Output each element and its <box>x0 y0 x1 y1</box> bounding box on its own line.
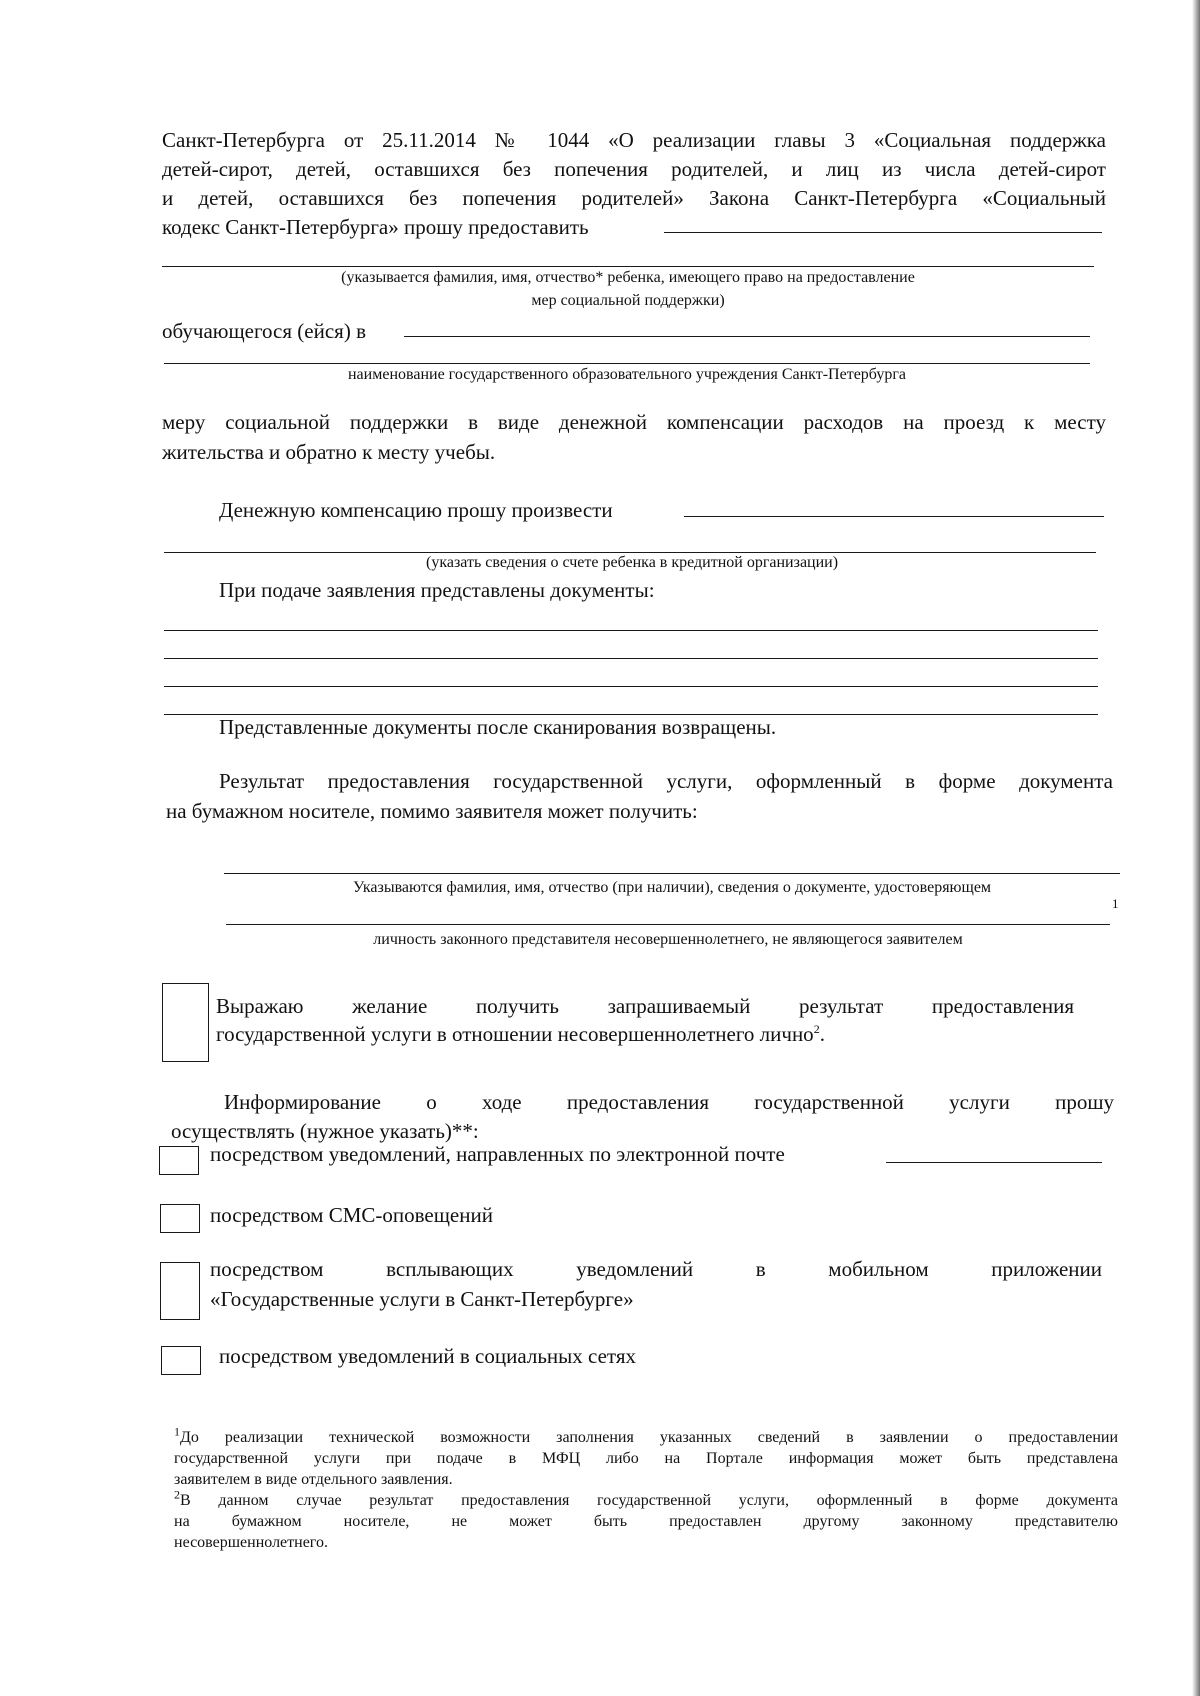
documents-label: При подаче заявления представлены документы: <box>219 578 655 602</box>
email-option-label: посредством уведомлений, направленных по электронной почте <box>210 1142 785 1166</box>
representative-caption-1: Указываются фамилия, имя, отчество (при наличии), сведения о документе, удостоверяющем <box>352 879 992 896</box>
personal-line-2 <box>216 1020 825 1049</box>
intro-line-3: и детей, оставшихся без попечения родителей» Закона Санкт-Петербурга «Социальный <box>162 186 1106 210</box>
personal-line-2-text: государственной услуги в отношении несовершеннолетнего лично <box>216 1022 814 1046</box>
compensation-label: Денежную компенсацию прошу произвести <box>219 498 613 522</box>
footnote-2-line-1-text: В данном случае результат предоставления государственной услуги, оформленный в форме документа <box>180 1492 1118 1509</box>
intro-line-1: Санкт-Петербурга от 25.11.2014 № 1044 «О реализации главы 3 «Социальная поддержка <box>162 128 1106 152</box>
institution-field-line-2[interactable] <box>164 363 1090 364</box>
email-option-checkbox[interactable] <box>159 1146 199 1175</box>
inform-line-2: осуществлять (нужное указать)**: <box>171 1119 479 1143</box>
personal-sup: 2 <box>813 1022 820 1036</box>
social-option-checkbox[interactable] <box>161 1346 201 1375</box>
documents-field-line-3[interactable] <box>164 686 1098 687</box>
measure-line-2: жительства и обратно к месту учебы. <box>162 440 496 464</box>
inform-line-1: Информирование о ходе предоставления государственной услуги прошу <box>224 1090 1114 1114</box>
measure-line-1: меру социальной поддержки в виде денежной компенсации расходов на проезд к месту <box>162 410 1106 434</box>
social-option-label: посредством уведомлений в социальных сетях <box>219 1344 636 1368</box>
footnote-1-line-3: заявителем в виде отдельного заявления. <box>174 1471 453 1488</box>
footnote-1-mark: 1 <box>174 1424 180 1439</box>
footnote-2-mark: 2 <box>174 1487 180 1502</box>
account-caption: (указать сведения о счете ребенка в кредитной организации) <box>426 554 839 571</box>
study-label: обучающегося (ейся) в <box>162 319 366 343</box>
push-option-label-1: посредством всплывающих уведомлений в мобильном приложении <box>210 1257 1102 1281</box>
footnote-1-line-1 <box>174 1424 1118 1448</box>
representative-caption-2: личность законного представителя несовершеннолетнего, не являющегося заявителем <box>373 931 963 948</box>
result-line-1: Результат предоставления государственной услуги, оформленный в форме документа <box>219 769 1113 793</box>
footnote-2-line-3: несовершеннолетнего. <box>174 1534 328 1551</box>
documents-returned: Представленные документы после сканирования возвращены. <box>219 715 777 739</box>
child-caption-line-1: (указывается фамилия, имя, отчество* ребенка, имеющего право на предоставление <box>341 269 915 286</box>
institution-caption: наименование государственного образовательного учреждения Санкт-Петербурга <box>347 366 906 383</box>
page-edge-shadow <box>1192 0 1200 1696</box>
personal-receipt-checkbox[interactable] <box>162 983 209 1062</box>
representative-footnote-mark: 1 <box>1112 896 1119 911</box>
child-caption-line-2: мер социальной поддержки) <box>531 292 725 309</box>
intro-line-2: детей-сирот, детей, оставшихся без попечения родителей, и лиц из числа детей-сирот <box>162 157 1106 181</box>
child-name-field-line-2[interactable] <box>162 266 1094 267</box>
footnote-1-line-1-text: До реализации технической возможности заполнения указанных сведений в заявлении о предоставлении <box>180 1429 1118 1446</box>
intro-line-4 <box>162 213 589 242</box>
footnote-2 <box>174 1487 1118 1553</box>
representative-field-line-2[interactable] <box>226 924 1110 925</box>
sms-option-checkbox[interactable] <box>160 1204 200 1233</box>
child-name-field-line-1[interactable] <box>664 232 1102 233</box>
account-field-line-1[interactable] <box>684 516 1104 517</box>
institution-field-line-1[interactable] <box>404 336 1090 337</box>
result-line-2: на бумажном носителе, помимо заявителя может получить: <box>166 799 698 823</box>
personal-line-1: Выражаю желание получить запрашиваемый результат предоставления <box>216 994 1074 1018</box>
personal-end: . <box>819 1022 825 1046</box>
footnote-2-line-2: на бумажном носителе, не может быть предоставлен другому законному представителю <box>174 1513 1118 1530</box>
documents-field-line-2[interactable] <box>164 658 1098 659</box>
footnote-1-line-2: государственной услуги при подаче в МФЦ либо на Портале информация может быть представлена <box>174 1450 1118 1467</box>
footnote-1 <box>174 1424 1118 1490</box>
documents-field-line-1[interactable] <box>164 630 1098 631</box>
representative-field-line-1[interactable] <box>224 873 1120 874</box>
push-option-checkbox[interactable] <box>160 1262 200 1320</box>
intro-line-4-text: кодекс Санкт-Петербурга» прошу предоставить <box>162 215 589 239</box>
sms-option-label: посредством СМС-оповещений <box>210 1203 493 1227</box>
footnote-2-line-1 <box>174 1487 1118 1511</box>
email-address-field-line[interactable] <box>886 1162 1102 1163</box>
push-option-label-2: «Государственные услуги в Санкт-Петербурге» <box>210 1287 634 1311</box>
